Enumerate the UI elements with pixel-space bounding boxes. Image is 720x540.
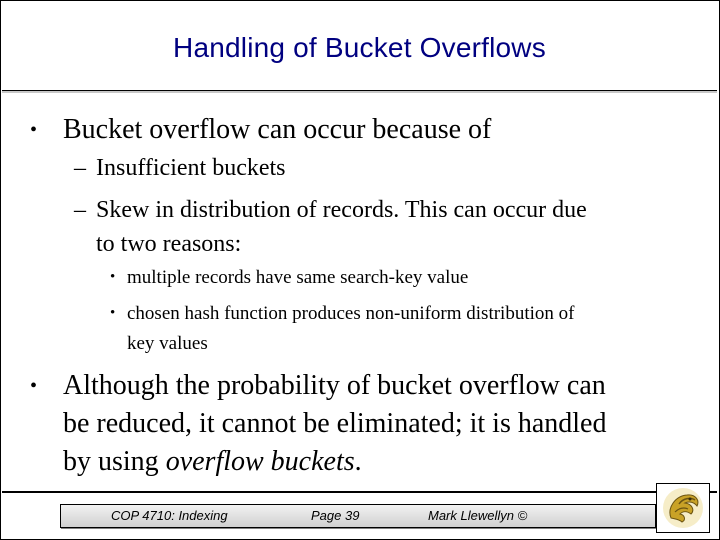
pegasus-icon (657, 484, 709, 532)
line-3-prefix: by using (63, 446, 166, 477)
bullet-marker: • (110, 269, 116, 285)
sub-bullet-1-text: Insufficient buckets (96, 155, 286, 181)
footer-divider (2, 491, 717, 493)
bullet-2-line-3 (63, 443, 362, 481)
dash-marker: – (74, 197, 86, 223)
sub-sub-bullet-2-line-1: chosen hash function produces non-uniform distribution of (127, 303, 575, 324)
line-3-suffix: . (354, 446, 362, 477)
bullet-marker: • (30, 375, 38, 397)
slide-title: Handling of Bucket Overflows (173, 32, 546, 63)
bullet-1-text: Bucket overflow can occur because of (63, 114, 492, 145)
footer-course: COP 4710: Indexing (111, 508, 228, 523)
overflow-buckets-emphasis: overflow buckets (165, 446, 355, 477)
sub-bullet-2-line-2: to two reasons: (96, 231, 242, 257)
sub-sub-bullet-2-line-2: key values (127, 333, 208, 354)
bullet-2-line-2: be reduced, it cannot be eliminated; it is handled (63, 408, 607, 439)
sub-sub-bullet-1-text: multiple records have same search-key value (127, 267, 469, 288)
footer-page: Page 39 (311, 508, 360, 523)
ucf-pegasus-logo-icon (656, 483, 710, 533)
bullet-marker: • (110, 305, 116, 321)
title-box (2, 2, 717, 91)
dash-marker: – (74, 155, 86, 181)
sub-bullet-2-line-1: Skew in distribution of records. This can occur due (96, 197, 587, 223)
bullet-2-line-1: Although the probability of bucket overflow can (63, 370, 606, 401)
footer-author: Mark Llewellyn © (428, 508, 528, 523)
bullet-marker: • (30, 119, 38, 141)
